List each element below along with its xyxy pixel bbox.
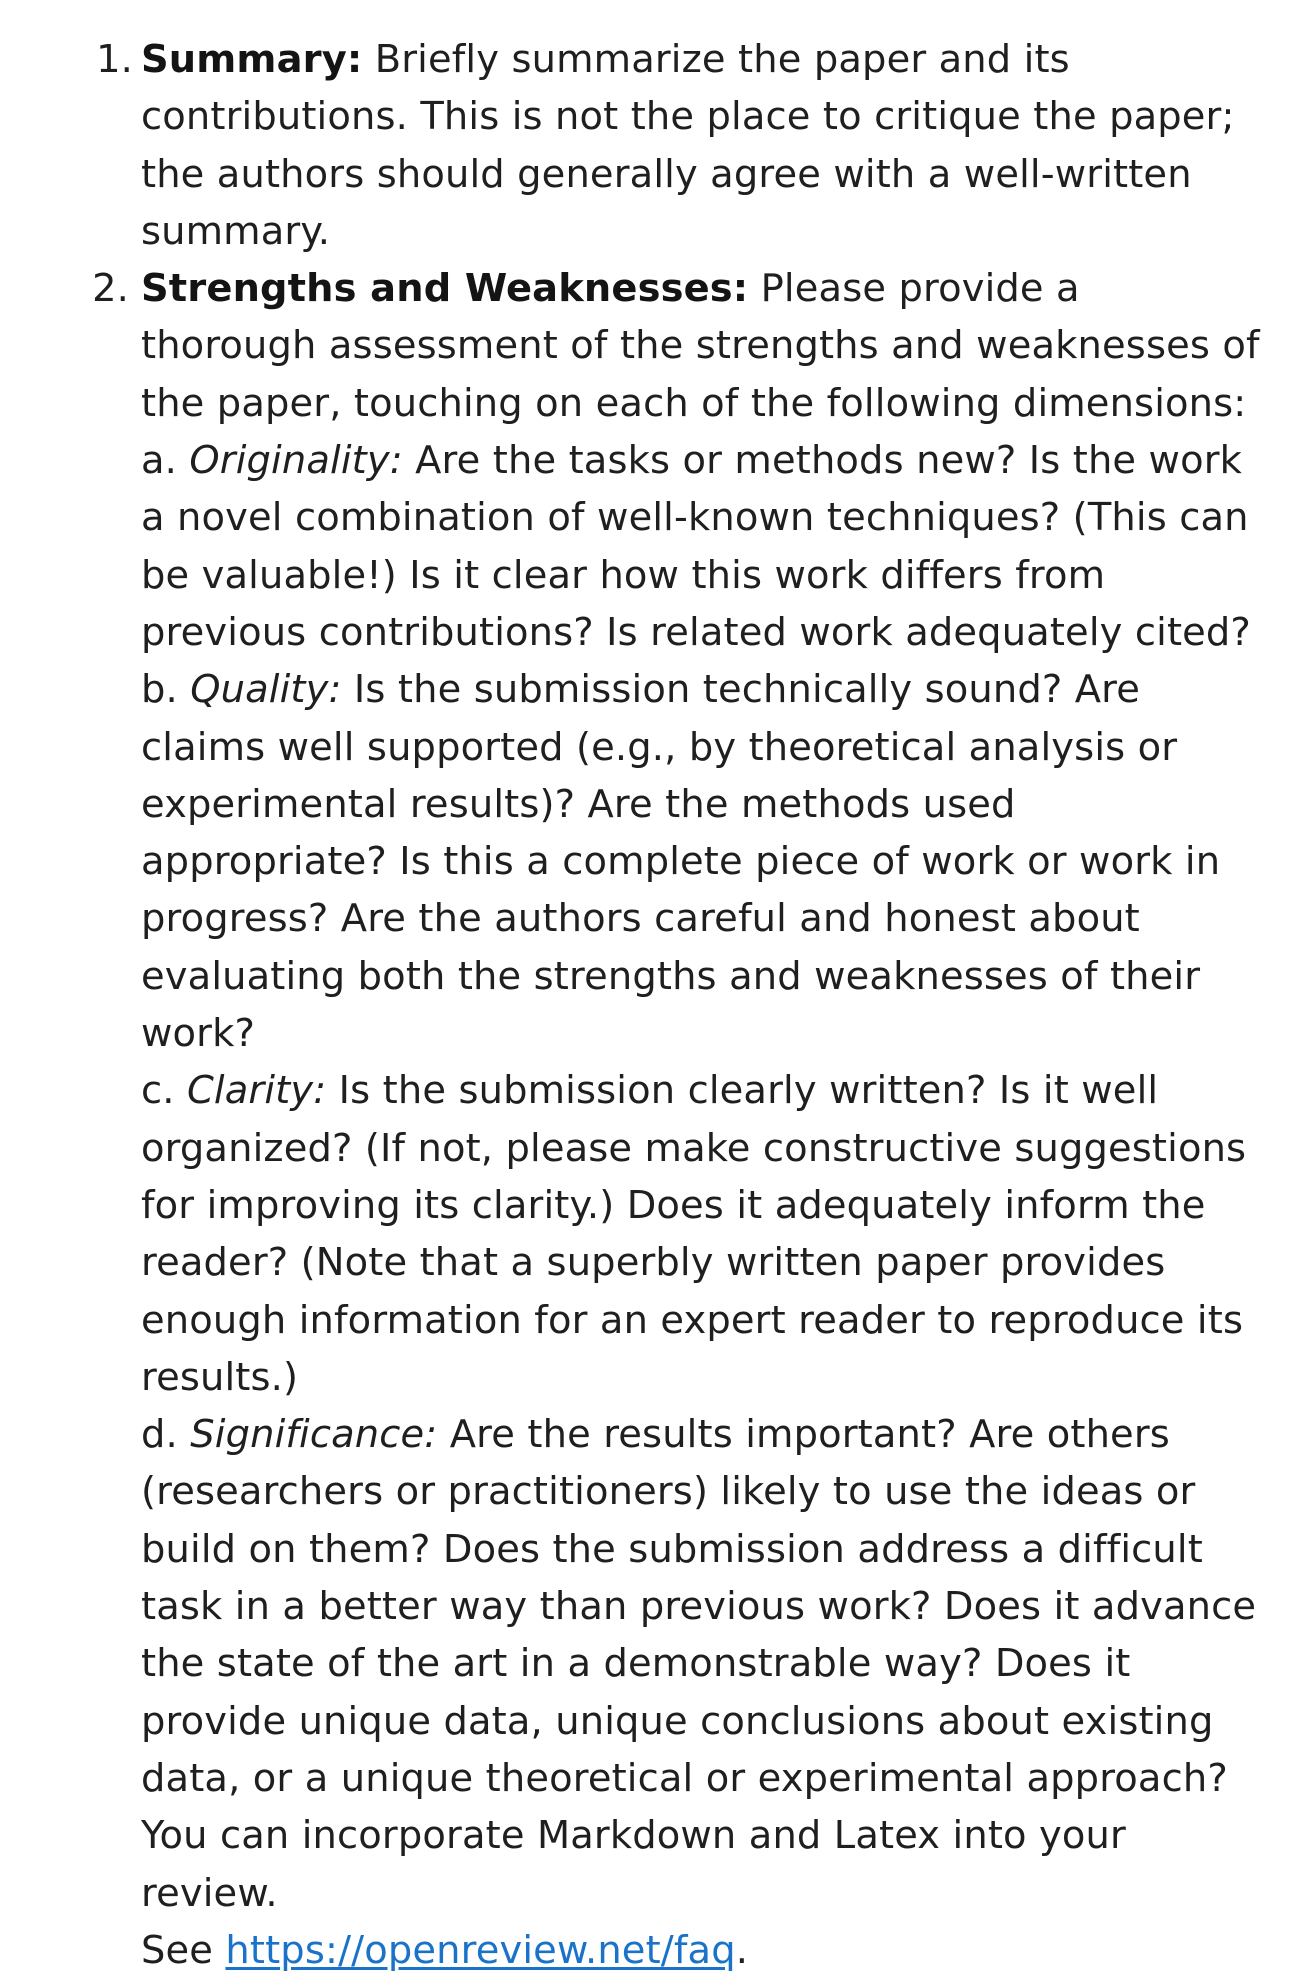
summary-description: Briefly summarize the paper and its contributions. This is not the place to critique the paper; the authors should generally agree with a well-written summary.: [141, 37, 1235, 254]
clarity-label: Clarity:: [186, 1068, 327, 1114]
review-guidelines-list: [0, 31, 1261, 1979]
strengths-weaknesses-description: Please provide a thorough assessment of the strengths and weaknesses of the paper, touching on each of the following dimensions:: [141, 266, 1260, 426]
dimension-clarity: [141, 1062, 1261, 1406]
dimension-prefix: b.: [141, 667, 191, 713]
dimension-quality: [141, 661, 1261, 1062]
dimension-significance: [141, 1406, 1261, 1807]
faq-period: .: [735, 1927, 749, 1973]
quality-label: Quality:: [190, 667, 342, 713]
item-number: 2.: [92, 266, 129, 312]
significance-label: Significance:: [190, 1412, 438, 1458]
significance-text: Are the results important? Are others (researchers or practitioners) likely to use the ideas or build on them? Does the submission address a difficult task in a better way than previous work? Does it advance the state of the art in a demonstrable way? Does it provide unique data, unique conclusions about existing data, or a unique theoretical or experimental approach?: [141, 1412, 1257, 1801]
dimension-originality: [141, 432, 1261, 661]
markdown-note: You can incorporate Markdown and Latex into your review.: [141, 1813, 1126, 1916]
dimension-prefix: d.: [141, 1412, 191, 1458]
faq-line: [141, 1922, 1261, 1979]
quality-text: Is the submission technically sound? Are claims well supported (e.g., by theoretical analysis or experimental results)? Are the methods used appropriate? Is this a complete piece of work or work in progress? Are the authors careful and honest about evaluating both the strengths and weaknesses of their work?: [141, 667, 1221, 1057]
item-number: 1.: [96, 37, 133, 82]
dimension-prefix: a.: [141, 438, 190, 484]
see-prefix: See: [141, 1927, 226, 1973]
strengths-weaknesses-heading: Strengths and Weaknesses:: [141, 266, 749, 312]
summary-heading: Summary:: [141, 37, 363, 82]
faq-link[interactable]: https://openreview.net/faq: [225, 1927, 736, 1973]
originality-text: Are the tasks or methods new? Is the work a novel combination of well-known techniques? (This can be valuable!) Is it clear how this work differs from previous contributions? Is related work adequately cited?: [141, 438, 1251, 655]
guideline-item-strengths-weaknesses: [92, 260, 1261, 1979]
originality-label: Originality:: [189, 438, 403, 484]
guideline-item-summary: [96, 31, 1261, 260]
clarity-text: Is the submission clearly written? Is it well organized? (If not, please make constructive suggestions for improving its clarity.) Does it adequately inform the reader? (Note that a superbly written paper provides enough information for an expert reader to reproduce its results.): [141, 1068, 1247, 1400]
dimension-prefix: c.: [141, 1068, 187, 1114]
